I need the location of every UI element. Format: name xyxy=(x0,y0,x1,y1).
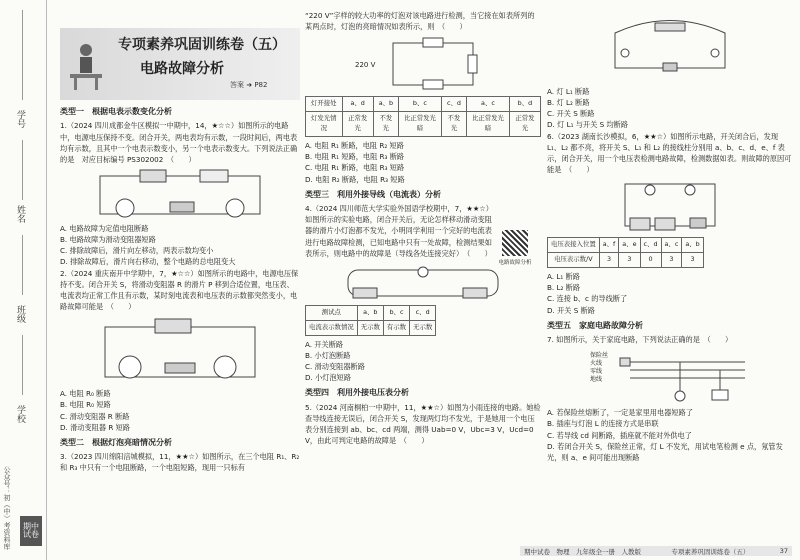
option: B. 灯 L₂ 断路 xyxy=(547,98,590,108)
table-cell: 3 xyxy=(661,253,682,268)
question-2: 2.（2024 重庆南开中学期中，7，★☆☆）如图所示的电路中，电源电压保持不变。闭合开关 S，将滑动变阻器 R 的滑片 P 移到合适位置，电压表、电流表均正常工作且有示数，某时刻电流表和电压表的示数都突然变小，电路故障可能是 （ ） xyxy=(60,268,299,312)
option: D. 滑动变阻器 R 短路 xyxy=(60,422,130,432)
option: A. L₁ 断路 xyxy=(547,272,580,282)
dashed-line xyxy=(22,335,23,395)
option: C. 电阻 R₁ 断路，电阻 R₃ 短路 xyxy=(305,163,405,173)
option: C. 滑动变阻器断路 xyxy=(305,362,365,372)
binding-margin xyxy=(0,0,47,560)
option: C. 连接 b、c 的导线断了 xyxy=(547,294,628,304)
column-right xyxy=(547,10,792,463)
question-3-continued: “220 V”字样的较大功率的灯泡对该电路进行检测，当它接在如表所列的某两点时，灯泡的亮暗情况如表所示，则 （ ） xyxy=(305,11,535,32)
table-cell: 比正常发光暗 xyxy=(399,112,442,137)
section-heading: 类型三 利用外接导线（电流表）分析 xyxy=(305,189,441,199)
circuit-figure-5 xyxy=(595,13,745,83)
option: C. 若导线 cd 间断路，插座就不能对外供电了 xyxy=(547,430,692,440)
table-cell: c、d xyxy=(410,305,436,320)
table-cell: 无示数 xyxy=(410,320,436,335)
option: A. 电阻 R₁ 断路，电阻 R₂ 短路 xyxy=(305,141,404,151)
table-cell: 电压表示数/V xyxy=(548,253,600,268)
question-1: 1.（2024 四川成都金牛区模拟一中期中，14，★☆☆）如图所示的电路中，电源电压保持不变。闭合开关，两电表均有示数，一段时间后，两电表均有示数，且其中一个电表示数变小，另一个电表示数变大。下列说法正确的是 对应目标编号 PS302002 （ ） xyxy=(60,121,298,164)
table-cell: a、f xyxy=(599,238,619,253)
qr-code-icon[interactable] xyxy=(502,230,528,256)
title-banner xyxy=(60,28,300,100)
table-cell: 有示数 xyxy=(383,320,409,335)
page-subtitle: 电路故障分析 xyxy=(140,61,224,77)
household-circuit-figure xyxy=(590,348,750,404)
table-cell: 3 xyxy=(619,253,640,268)
option: A. 灯 L₁ 断路 xyxy=(547,87,590,96)
logo-line: 期中 xyxy=(23,521,39,531)
option: A. 若保险丝熔断了，一定是家里用电器短路了 xyxy=(547,408,693,418)
column-left xyxy=(60,102,300,476)
table-voltmeter-test xyxy=(547,237,704,268)
option: C. 开关 S 断路 xyxy=(547,109,595,119)
option: B. 插座与灯泡 L 的连接方式是串联 xyxy=(547,419,659,429)
table-cell: 比正常发光暗 xyxy=(467,112,510,137)
option: A. 电阻 R₀ 断路 xyxy=(60,389,111,399)
table-cell: 电压表接入位置 xyxy=(548,238,600,253)
table-cell: b、c xyxy=(383,305,409,320)
table-cell: 0 xyxy=(640,253,661,268)
table-cell: 3 xyxy=(682,253,703,268)
option: C. 滑动变阻器 R 断路 xyxy=(60,411,130,421)
section-heading: 类型二 根据灯泡亮暗情况分析 xyxy=(60,437,172,447)
circuit-figure-1 xyxy=(80,168,280,220)
label-name: 姓名 xyxy=(15,205,25,223)
section-heading: 类型五 家庭电路故障分析 xyxy=(547,320,643,330)
dashed-line xyxy=(22,10,23,100)
table-cell: c、d xyxy=(640,238,661,253)
circuit-figure-4 xyxy=(333,262,513,302)
option: D. 若闭合开关 S，保险丝正常，灯 L 不发光，用试电笔检测 e 点，氖管发光，则 a、e 间可能出现断路 xyxy=(547,441,783,462)
page-title: 专项素养巩固训练卷（五） xyxy=(118,37,286,53)
fig-label: 地线 xyxy=(589,376,602,384)
table-cell: a、d xyxy=(342,97,373,112)
option: D. 排除故障后，滑片向右移动，整个电路的总电阻变大 xyxy=(60,257,236,267)
fig-label: 零线 xyxy=(589,368,602,376)
option: A. 电路故障为定值电阻断路 xyxy=(60,224,149,234)
footer-right: 专项素养巩固训练卷（五） xyxy=(671,547,750,556)
option: B. 小灯泡断路 xyxy=(305,350,351,360)
svg-text:220 V: 220 V xyxy=(355,61,376,70)
option: D. 灯 L₁ 与开关 S 均断路 xyxy=(547,120,629,130)
table-cell: a、b xyxy=(373,97,398,112)
table-cell: 测试点 xyxy=(306,305,358,320)
table-cell: 电流表示数情况 xyxy=(306,320,358,335)
table-cell: 正常发光 xyxy=(342,112,373,137)
table-ammeter-test xyxy=(305,305,436,336)
page-number: 37 xyxy=(779,547,788,555)
option: D. 电阻 R₂ 断路，电阻 R₃ 短路 xyxy=(305,174,405,184)
dashed-line xyxy=(22,235,23,295)
question-3: 3.（2023 四川绵阳涪城模拟，11，★★☆）如图所示，在三个电阻 R₁、R₂ 和 R₃ 中只有一个电阻断路，一个电阻短路，现用一只标有 xyxy=(60,452,300,473)
option: B. L₂ 断路 xyxy=(547,283,581,293)
page-footer xyxy=(520,546,792,556)
table-cell: 正常发光 xyxy=(509,112,540,137)
option: B. 电路故障为滑动变阻器短路 xyxy=(60,235,156,245)
table-cell: a、e xyxy=(619,238,640,253)
logo-line: 试卷 xyxy=(23,530,39,539)
option: D. 开关 S 断路 xyxy=(547,305,595,315)
label-school: 学校 xyxy=(15,405,25,423)
option: B. 电阻 R₁ 短路，电阻 R₃ 断路 xyxy=(305,152,405,162)
label-class: 班级 xyxy=(15,305,25,323)
answer-reference: 答案 ➜ P82 xyxy=(230,81,268,89)
fig-label: 保险丝 xyxy=(589,352,608,360)
spine-text: 公众号：初（中）考资料库 xyxy=(3,466,11,550)
table-cell: 灯开接处 xyxy=(306,97,343,112)
section-heading: 类型四 利用外接电压表分析 xyxy=(305,388,409,398)
question-4: 4.（2024 四川师范大学实验外国语学校期中，7，★★☆）如图所示的实验电路，闭合开关后，无论怎样移动滑动变阻器的滑片小灯泡都不发光，小明同学利用一个完好的电流表进行电路故障检测，已知电路中只有一处故障，检测结果如表所示，则电路中的故障是（导线各处连接完好） （ ） xyxy=(305,204,493,258)
table-cell: b、d xyxy=(509,97,540,112)
footer-left: 期中试卷 物理 九年级全一册 人教版 xyxy=(524,547,641,556)
table-cell: 3 xyxy=(599,253,619,268)
table-cell: a、c xyxy=(467,97,510,112)
question-6: 6.（2023 湖南长沙模拟，6，★★☆）如图所示电路，开关闭合后，发现 L₁、L₂ 都不亮，将开关 S、L₁ 和 L₂ 的接线柱分别用 a、b、c、d、e、f 表示，闭合开关，用一个电压表检测电路故障，检测数据如表。则故障的原因可能是 （ ） xyxy=(547,131,792,175)
student-illustration-icon xyxy=(66,42,106,92)
option: D. 小灯泡短路 xyxy=(305,373,352,383)
table-cell: 不发光 xyxy=(441,112,466,137)
fig-label: 火线 xyxy=(589,360,602,368)
circuit-figure-6 xyxy=(610,178,730,234)
table-cell: 不发光 xyxy=(373,112,398,137)
table-cell: c、d xyxy=(441,97,466,112)
table-lamp-test xyxy=(305,96,541,137)
table-cell: 灯发光情况 xyxy=(306,112,343,137)
table-cell: a、b xyxy=(357,305,383,320)
section-heading: 类型一 根据电表示数变化分析 xyxy=(60,107,172,116)
question-7: 7. 如图所示，关于家庭电路，下列说法正确的是 （ ） xyxy=(547,335,733,345)
option: B. 电阻 R₀ 短路 xyxy=(60,400,111,410)
circuit-figure-2 xyxy=(85,315,275,385)
table-cell: a、c xyxy=(661,238,682,253)
question-5: 5.（2024 河南桐柏一中期中，11，★★☆）如图为小雨连接的电路。她检查导线连接无误后，闭合开关 S，发现两灯均不发光，于是她用一个电压表分别连接到 ab、bc、cd 两端，测得 Uab=0 V，Ubc=3 V，Ucd=0 V，由此可判定电路的故障是 （ ） xyxy=(305,402,541,446)
label-student-id: 学号 xyxy=(15,110,25,128)
table-cell: b、c xyxy=(399,97,442,112)
circuit-figure-3 xyxy=(353,35,493,93)
option: A. 开关断路 xyxy=(305,339,344,349)
option: C. 排除故障后，滑片向左移动，两表示数均变小 xyxy=(60,246,214,256)
dashed-line xyxy=(22,140,23,200)
table-cell: a、b xyxy=(682,238,703,253)
qr-caption: 电路故障分析 xyxy=(498,260,532,266)
exam-logo xyxy=(20,516,42,546)
table-cell: 无示数 xyxy=(357,320,383,335)
